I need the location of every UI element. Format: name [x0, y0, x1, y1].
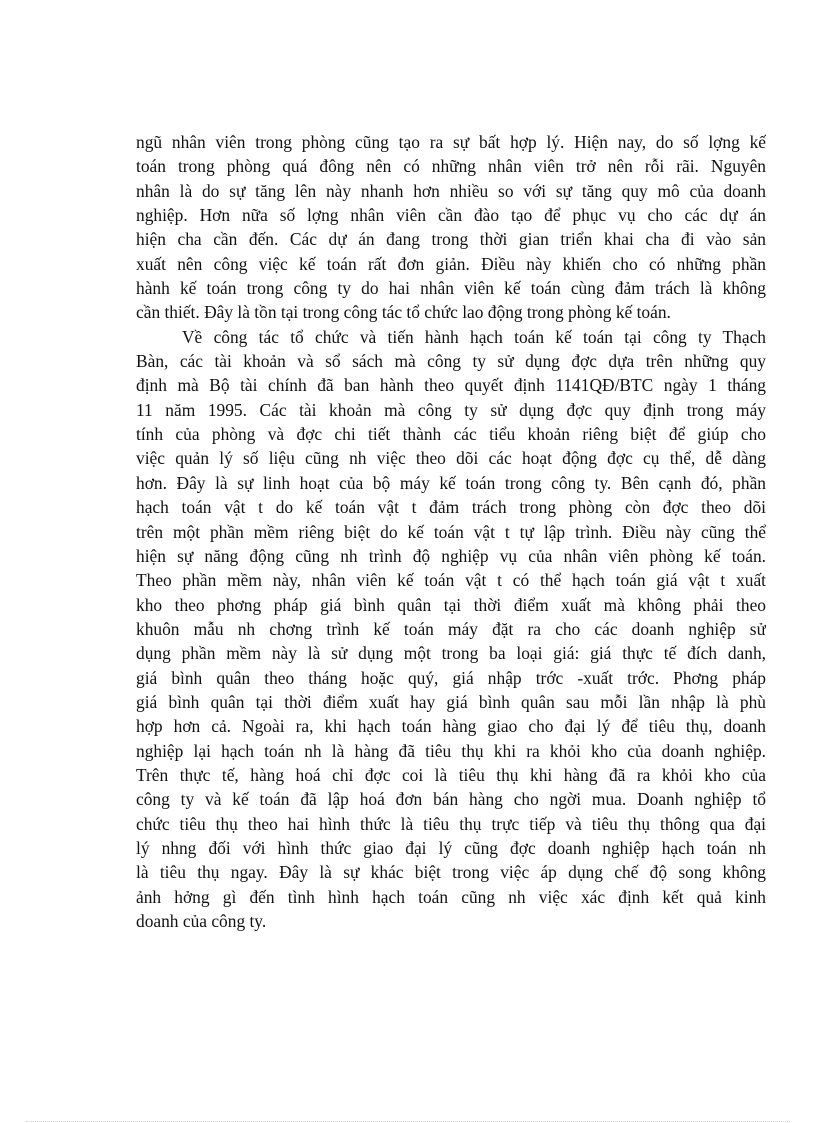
- text-line: toán trong phòng quá đông nên có những nhân viên trở nên rỗi rãi. Nguyên: [136, 156, 766, 177]
- text-line: dụng phần mềm này là sử dụng một trong ba loại giá: giá thực tế đích danh,: [136, 643, 766, 664]
- text-line: hạch toán vật t do kế toán vật t đảm trách trong phòng còn đợc theo dõi: [136, 497, 766, 518]
- text-line: định mà Bộ tài chính đã ban hành theo quyết định 1141QĐ/BTC ngày 1 tháng: [136, 375, 766, 396]
- text-line: trên một phần mềm riêng biệt do kế toán vật t tự lập trình. Điều này cũng thể: [136, 521, 766, 542]
- paragraph-1: [136, 130, 766, 325]
- text-line: kho theo phơng pháp giá bình quân tại thời điểm xuất mà không phải theo: [136, 594, 766, 615]
- text-line: xuất nên công việc kế toán rất đơn giản. Điều này khiến cho có những phần: [136, 253, 766, 274]
- text-line: lý nhng đối với hình thức giao đại lý cũng đợc doanh nghiệp hạch toán nh: [136, 837, 766, 858]
- text-line: Về công tác tổ chức và tiến hành hạch toán kế toán tại công ty Thạch: [182, 326, 766, 347]
- text-line: chức tiêu thụ theo hai hình thức là tiêu thụ trực tiếp và tiêu thụ thông qua đại: [136, 813, 766, 834]
- text-line: Theo phần mềm này, nhân viên kế toán vật t có thể hạch toán giá vật t xuất: [136, 570, 766, 591]
- text-line: công ty và kế toán đã lập hoá đơn bán hàng cho ngời mua. Doanh nghiệp tổ: [136, 789, 766, 810]
- paragraph-2: [136, 325, 766, 934]
- text-line: tính của phòng và đợc chi tiết thành các tiểu khoản riêng biệt để giúp cho: [136, 424, 766, 445]
- text-line: nghiệp. Hơn nữa số lợng nhân viên cần đào tạo để phục vụ cho các dự án: [136, 205, 766, 226]
- text-line: hơn. Đây là sự linh hoạt của bộ máy kế toán trong công ty. Bên cạnh đó, phần: [136, 472, 766, 493]
- text-line: hành kế toán trong công ty do hai nhân viên kế toán cùng đảm trách là không: [136, 278, 766, 299]
- text-line: ảnh hởng gì đến tình hình hạch toán cũng nh việc xác định kết quả kinh: [136, 886, 766, 907]
- text-line: Trên thực tế, hàng hoá chỉ đợc coi là tiêu thụ khi hàng đã ra khỏi kho của: [136, 764, 766, 785]
- text-line: hiện cha cần đến. Các dự án đang trong thời gian triển khai cha đi vào sản: [136, 229, 766, 250]
- page-bottom-rule: [26, 1121, 790, 1122]
- text-line: hợp hơn cả. Ngoài ra, khi hạch toán hàng giao cho đại lý để tiêu thụ, doanh: [136, 716, 766, 737]
- text-line: việc quản lý số liệu cũng nh việc theo dõi các hoạt động đợc cụ thể, dễ dàng: [136, 448, 766, 469]
- text-line: nghiệp lại hạch toán nh là hàng đã tiêu thụ khi ra khỏi kho của doanh nghiệp.: [136, 740, 766, 761]
- text-line: ngũ nhân viên trong phòng cũng tạo ra sự bất hợp lý. Hiện nay, do số lợng kế: [136, 132, 766, 152]
- text-line: hiện sự năng động cũng nh trình độ nghiệp vụ của nhân viên phòng kế toán.: [136, 545, 766, 566]
- text-line: 11 năm 1995. Các tài khoản mà công ty sử dụng đợc quy định trong máy: [136, 399, 766, 420]
- text-line: giá bình quân tại thời điểm xuất hay giá bình quân sau mỗi lần nhập là phù: [136, 691, 766, 712]
- text-line: giá bình quân theo tháng hoặc quý, giá nhập trớc -xuất trớc. Phơng pháp: [136, 667, 766, 688]
- body-text: [136, 130, 766, 933]
- text-line: doanh của công ty.: [136, 911, 267, 931]
- text-line: khuôn mẫu nh chơng trình kế toán máy đặt ra cho các doanh nghiệp sử: [136, 618, 766, 639]
- text-line: nhân là do sự tăng lên này nhanh hơn nhiều so với sự tăng quy mô của doanh: [136, 180, 766, 201]
- text-line: là tiêu thụ ngay. Đây là sự khác biệt trong việc áp dụng chế độ song không: [136, 862, 766, 883]
- text-line: Bàn, các tài khoản và sổ sách mà công ty sử dụng đợc dựa trên những quy: [136, 351, 766, 372]
- text-line: cần thiết. Đây là tồn tại trong công tác tổ chức lao động trong phòng kế toán.: [136, 302, 671, 323]
